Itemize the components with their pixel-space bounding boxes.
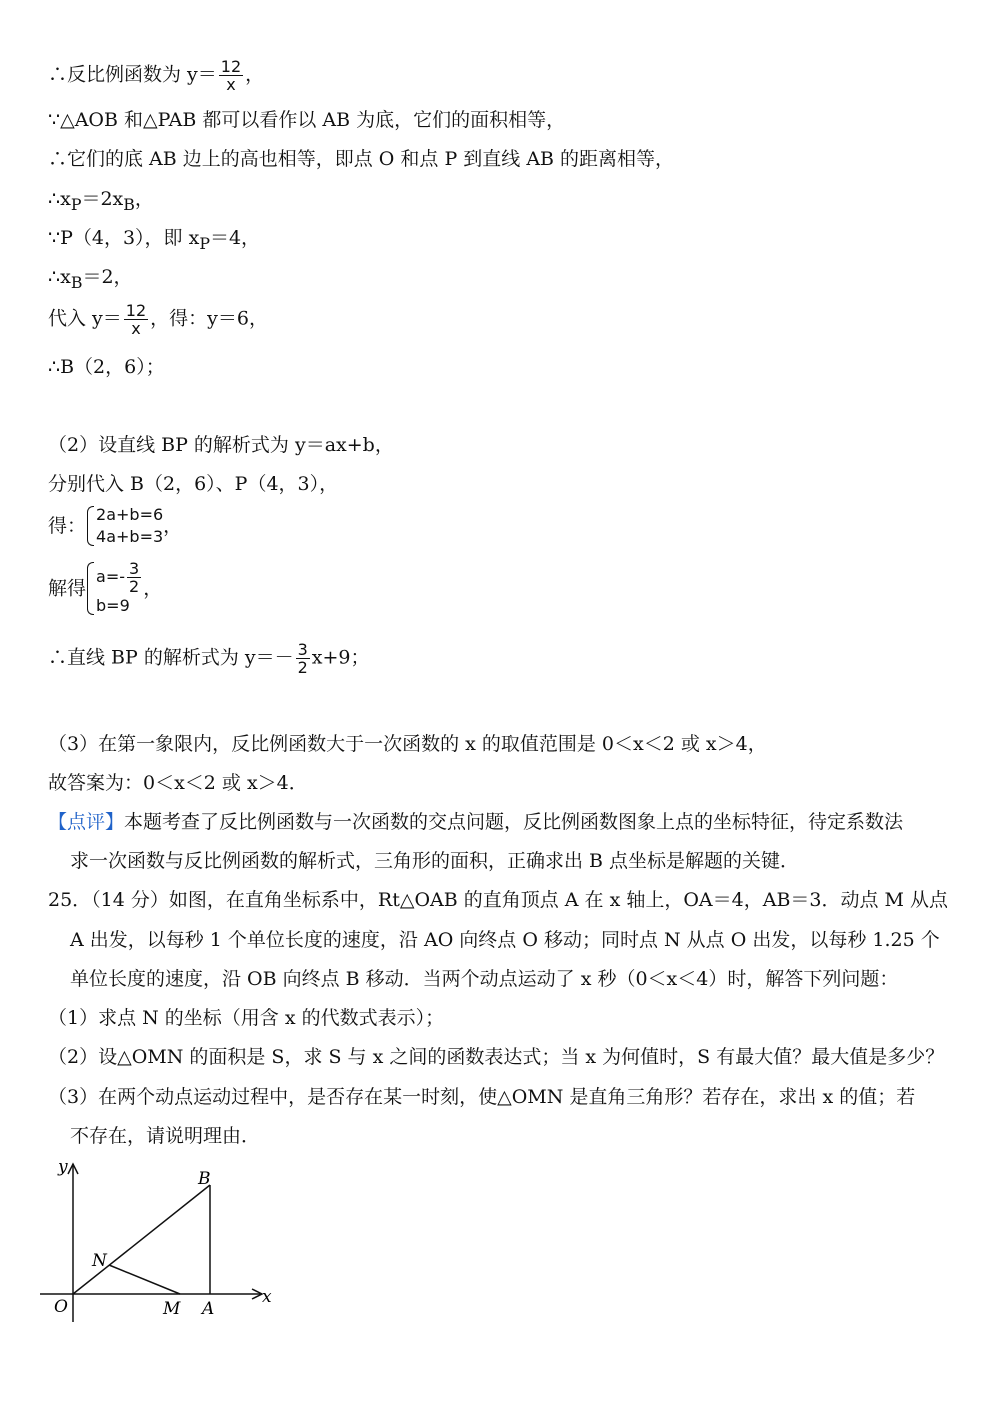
- line-bp-expression: ∴直线 BP 的解析式为 y＝－ $\frac{3}{2}$ x+9；: [48, 640, 370, 677]
- line-comment-cont: 求一次函数与反比例函数的解析式，三角形的面积，正确求出 B 点坐标是解题的关键．: [70, 850, 800, 872]
- equation-system: 2a+b=6 4a+b=3: [86, 504, 163, 548]
- label-x: x: [262, 1287, 272, 1307]
- fraction-3-over-2-b: $\frac{3}{2}$: [297, 640, 308, 677]
- segment-nm: [109, 1265, 180, 1294]
- line-q25-part3-cont: 不存在，请说明理由．: [70, 1125, 261, 1147]
- coordinate-figure: [40, 1152, 280, 1337]
- line-xb-2: $\therefore x_B=2$，: [48, 266, 133, 292]
- line-q25-part3: （3）在两个动点运动过程中，是否存在某一时刻，使△OMN 是直角三角形？若存在，求出 x 的值；若: [48, 1086, 916, 1108]
- fraction-12-over-x-2: $\frac{12}{x}$: [125, 301, 147, 338]
- label-a: A: [202, 1299, 215, 1319]
- line-q25-cont2: 单位长度的速度，沿 OB 向终点 B 移动．当两个动点运动了 x 秒（0＜x＜4）时，解答下列问题：: [70, 968, 899, 990]
- line-b-coords: ∴B（2，6）；: [48, 356, 165, 378]
- line-comment: 【点评】本题考查了反比例函数与一次函数的交点问题，反比例函数图象上点的坐标特征，待定系数法: [48, 811, 904, 833]
- label-m: M: [163, 1299, 181, 1319]
- line-q25-part2: （2）设△OMN 的面积是 S，求 S 与 x 之间的函数表达式；当 x 为何值时，S 有最大值？最大值是多少？: [48, 1046, 945, 1068]
- line-equation-system: 得： 2a+b=6 4a+b=3 ，: [48, 505, 183, 546]
- line-substitute-points: 分别代入 B（2，6）、P（4，3），: [48, 473, 339, 495]
- line-answer: 故答案为：0＜x＜2 或 x＞4．: [48, 772, 308, 794]
- line-part2-setup: （2）设直线 BP 的解析式为 y＝ax+b，: [48, 434, 394, 456]
- line-q25-intro: 25．（14 分）如图，在直角坐标系中，Rt△OAB 的直角顶点 A 在 x 轴上，OA＝4，AB＝3．动点 M 从点: [48, 889, 949, 911]
- line-p-coords: ∵P（4，3），即 $x_P=4$，: [48, 227, 261, 253]
- line-substitute: 代入 y＝ $\frac{12}{x}$ ，得：y＝6，: [48, 301, 268, 338]
- line-solution-system: 解得 a=- $\frac{3}{2}$ b=9 ，: [48, 559, 163, 615]
- label-n: N: [92, 1251, 107, 1271]
- line-q25-part1: （1）求点 N 的坐标（用含 x 的代数式表示）；: [48, 1007, 445, 1029]
- solution-system: a=- $\frac{3}{2}$ b=9: [86, 560, 143, 617]
- comment-tag: 【点评】: [48, 811, 125, 833]
- line-part3-range: （3）在第一象限内，反比例函数大于一次函数的 x 的取值范围是 0＜x＜2 或 x＞4，: [48, 733, 767, 755]
- line-inverse-function: ∴反比例函数为 y＝ $\frac{12}{x}$ ，: [48, 57, 265, 94]
- label-o: O: [54, 1297, 68, 1317]
- line-xp-2xb: $\therefore x_P=2x_B$，: [48, 188, 154, 214]
- label-y: y: [58, 1157, 68, 1177]
- line-heights-equal: ∴它们的底 AB 边上的高也相等，即点 O 和点 P 到直线 AB 的距离相等，: [48, 148, 675, 170]
- label-b: B: [198, 1169, 211, 1189]
- fraction-3-over-2: $\frac{3}{2}$: [129, 559, 140, 596]
- figure-svg: [40, 1152, 280, 1332]
- line-q25-cont1: A 出发，以每秒 1 个单位长度的速度，沿 AO 向终点 O 移动；同时点 N 从点 O 出发，以每秒 1.25 个: [70, 929, 940, 951]
- fraction-12-over-x: $\frac{12}{x}$: [220, 57, 242, 94]
- line-area-equal: ∵△AOB 和△PAB 都可以看作以 AB 为底，它们的面积相等，: [48, 109, 566, 131]
